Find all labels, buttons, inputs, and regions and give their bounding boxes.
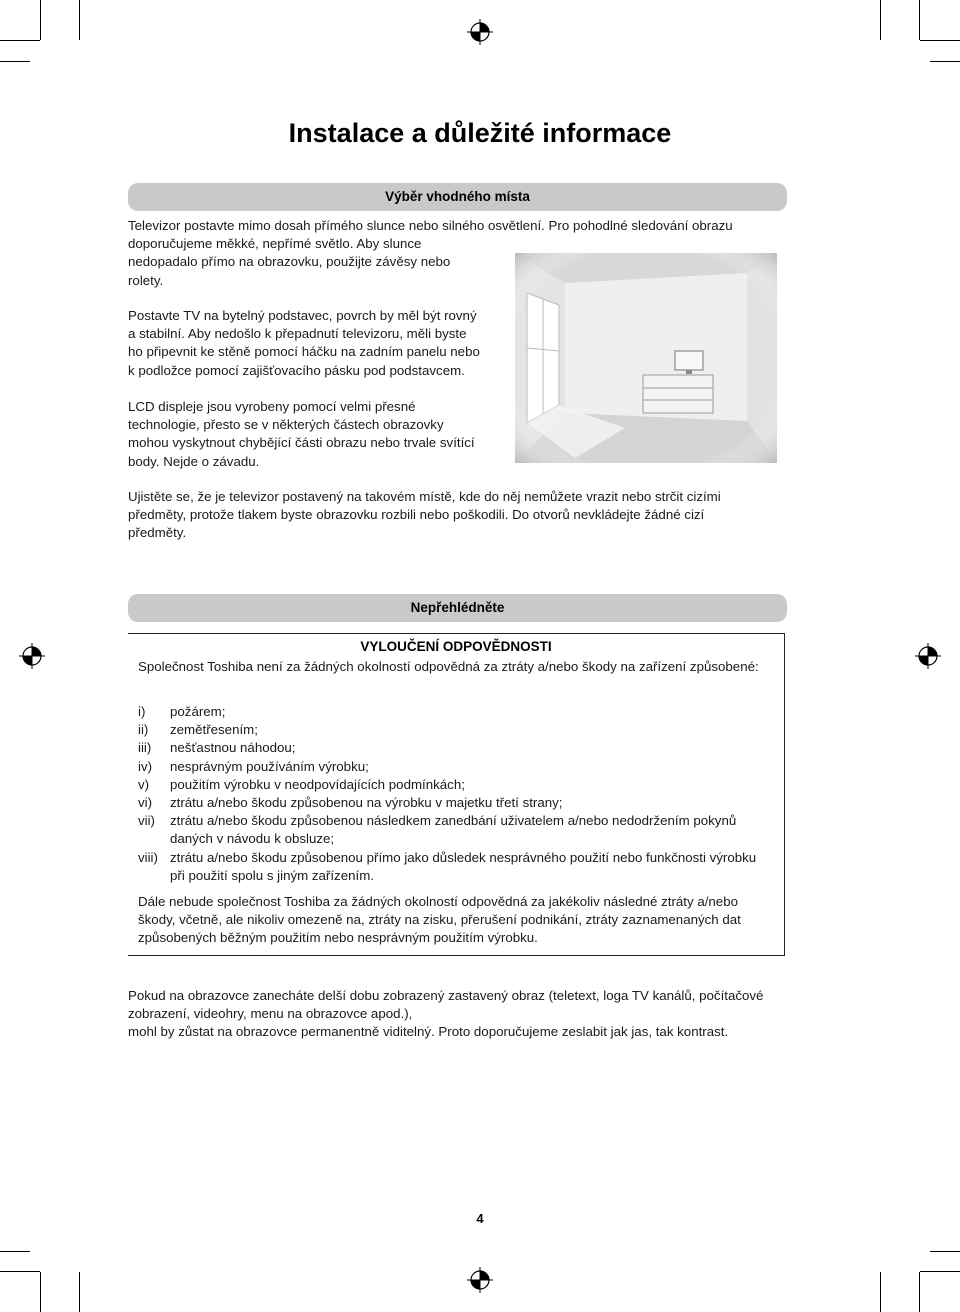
disclaimer-title: VYLOUČENÍ ODPOVĚDNOSTI (360, 639, 552, 654)
crop-mark (920, 1271, 960, 1272)
crop-mark (40, 1272, 41, 1312)
text-line: body. Nejde o závadu. (128, 453, 260, 469)
registration-mark-icon (467, 1267, 493, 1293)
crop-mark (920, 40, 960, 41)
list-item (138, 721, 778, 739)
room-illustration (515, 253, 777, 463)
list-item (138, 703, 778, 721)
list-item (138, 849, 778, 885)
list-item-number: iii) (138, 740, 152, 756)
text-line: nedopadalo přímo na obrazovku, použijte závěsy nebo (128, 254, 451, 270)
list-item-number: iv) (138, 758, 153, 774)
text-line: mohl by zůstat na obrazovce permanentně viditelný. Proto doporučujeme zeslabit jak jas, tak kontrast. (128, 1024, 729, 1040)
registration-mark-icon (915, 643, 941, 669)
crop-mark (79, 1272, 80, 1312)
list-item-text-continued: daných v návodu k obsluze; (170, 831, 335, 847)
page-number: 4 (476, 1211, 484, 1226)
list-item-text: ztrátu a/nebo škodu způsobenou na výrobku v majetku třetí strany; (170, 795, 563, 811)
text-line: Pokud na obrazovce zanecháte delší dobu zobrazený zastavený obraz (teletext, loga TV kanálů, počítačové (128, 988, 764, 1003)
crop-mark (0, 40, 40, 41)
page-title: Instalace a důležité informace (288, 118, 672, 148)
section-heading-notice: Nepřehlédněte (128, 594, 787, 622)
crop-mark (880, 0, 881, 40)
crop-mark (79, 0, 80, 40)
list-item-number: i) (138, 704, 146, 719)
text-line: doporučujeme měkké, nepřímé světlo. Aby slunce (128, 236, 422, 252)
list-item (138, 739, 778, 757)
crop-mark (919, 1272, 920, 1312)
crop-mark (930, 1251, 960, 1252)
text-line: ho připevnit ke stěně pomocí háčku na zadním panelu nebo (128, 344, 480, 360)
text-line: způsobených běžným použitím nebo nesprávným použitím výrobku. (138, 930, 538, 946)
disclaimer-list (138, 703, 778, 885)
disclaimer-footer (138, 893, 768, 948)
list-item-number: vii) (138, 813, 155, 829)
crop-mark (880, 1272, 881, 1312)
crop-mark (930, 61, 960, 62)
list-item-text: zemětřesením; (170, 722, 258, 738)
paragraph-stand (128, 307, 513, 380)
crop-mark (919, 0, 920, 40)
list-item (138, 812, 778, 848)
list-item (138, 794, 778, 812)
list-item-text: ztrátu a/nebo škodu způsobenou přímo jako důsledek nesprávného použití nebo funkčnosti výrobku (170, 849, 757, 865)
text-line: k podložce pomocí zajišťovacího pásku pod podstavcem. (128, 362, 465, 378)
text-line: a stabilní. Aby nedošlo k přepadnutí televizoru, měli byste (128, 326, 467, 342)
text-line: mohou vyskytnout chybějící části obrazu nebo trvale svítící (128, 435, 475, 451)
registration-mark-icon (467, 19, 493, 45)
list-item-text: ztrátu a/nebo škodu způsobenou následkem zanedbání uživatelem a/nebo nedodržením pokynů (170, 813, 737, 829)
list-item-number: viii) (138, 849, 158, 865)
disclaimer-intro: Společnost Toshiba není za žádných okolností odpovědná za ztráty a/nebo škody na zařízení způsobené: (138, 659, 759, 674)
text-line: technologie, přesto se v některých částech obrazovky (128, 417, 444, 433)
list-item-text-continued: při použití spolu s jiným zařízením. (170, 867, 374, 883)
paragraph-lcd (128, 398, 513, 471)
list-item-number: ii) (138, 722, 149, 738)
list-item (138, 776, 778, 794)
crop-mark (0, 1271, 40, 1272)
list-item-text: nešťastnou náhodou; (170, 740, 296, 756)
text-line: Dále nebude společnost Toshiba za žádných okolností odpovědná za jakékoliv následné ztráty a/nebo (138, 894, 738, 909)
disclaimer-box (128, 633, 785, 956)
list-item-number: v) (138, 776, 150, 792)
text-line: zobrazení, videohry, menu na obrazovce apod.), (128, 1006, 413, 1022)
text-line: škody, včetně, ale nikoliv omezeně na, ztráty na zisku, přerušení podnikání, ztráty zaznamenaných dat (138, 912, 741, 928)
text-line: Televizor postavte mimo dosah přímého slunce nebo silného osvětlení. Pro pohodlné sledování obrazu (128, 218, 733, 233)
text-line: rolety. (128, 272, 164, 288)
paragraph-safety (128, 488, 788, 543)
section-heading-location: Výběr vhodného místa (128, 183, 787, 211)
text-line: LCD displeje jsou vyrobeny pomocí velmi přesné (128, 399, 416, 414)
crop-mark (40, 0, 41, 40)
text-line: předměty. (128, 525, 187, 541)
registration-mark-icon (19, 643, 45, 669)
text-line: Ujistěte se, že je televizor postavený na takovém místě, kde do něj nemůžete vrazit nebo strčit cizími (128, 489, 721, 504)
list-item-number: vi) (138, 795, 153, 811)
paragraph-still-image (128, 987, 818, 1042)
list-item-text: požárem; (170, 704, 226, 719)
crop-mark (0, 1251, 30, 1252)
list-item (138, 758, 778, 776)
list-item-text: nesprávným používáním výrobku; (170, 758, 369, 774)
list-item-text: použitím výrobku v neodpovídajících podmínkách; (170, 776, 465, 792)
text-line: předměty, protože tlakem byste obrazovku rozbili nebo poškodili. Do otvorů nevkládejte žádné cizí (128, 507, 705, 523)
text-line: Postavte TV na bytelný podstavec, povrch by měl být rovný (128, 308, 477, 323)
crop-mark (0, 61, 30, 62)
